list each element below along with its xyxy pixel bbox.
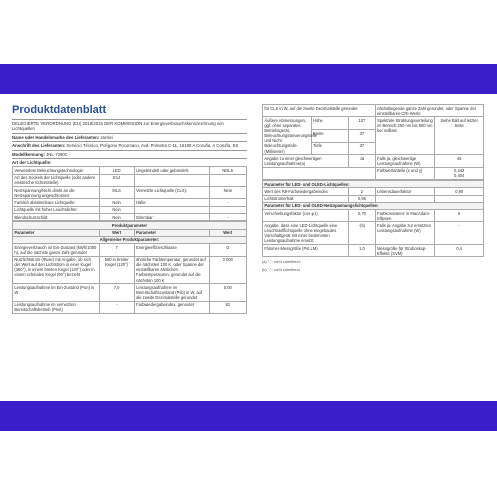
led-parameter-table [262,180,484,257]
dimension-table [262,104,484,180]
param-label-cell: Netzspannung/Nicht direkt an die Netzspannung angeschlossen: [13,187,100,199]
lightsource-row [13,187,247,199]
product-param-row [13,244,247,256]
top-color-band [0,64,497,94]
param-value-cell: Nein [99,206,134,213]
param-value-cell: 82 [209,301,246,313]
param-value-cell: 6 [435,210,484,222]
param-value-cell: -(b) [349,222,376,245]
address-line: Anschrift des Lieferanten: Servicio Técnico, Polígono Pocomaco, Avd. Primetra C-11, 15190 A Coruña, A Coruña, ES [12,141,247,149]
param-value-cell: 7 [99,244,134,256]
param-label-cell: Blendschutzschild: [13,214,100,221]
param-value-cell: 560 in breiter Kegel (120°) [99,256,134,284]
param-label-cell [134,174,209,186]
param-label-cell: Energieverbrauch im Ein-Zustand (kWh/1000 h), auf die nächste ganze Zahl gerundet [13,244,100,256]
param-label-cell: Flimmer-Messgröße (Pst LM) [263,245,349,257]
cls-power-label: für CLS in W, auf die zweite Dezimalstelle gerundet [263,105,376,117]
type-line: Art der Lichtquelle: [12,158,247,166]
lightsource-type-table [12,166,247,221]
param-value-cell: - [99,301,134,313]
param-label-cell: Ungebündelt oder gebündelt: [134,167,209,174]
param-value-cell: 0,00 [209,284,246,301]
param-label-cell: Farbkonsistenz in MacAdam-Ellipsen [375,210,435,222]
footnote-a: (a) "-": nicht zutreffend; [262,260,301,265]
param-label-cell: Farblich abstimmbare Lichtquelle: [13,199,100,206]
product-params-heading: Produktparameter [13,222,247,229]
param-label-cell: Lichtstromerhalt [263,195,349,202]
equivalent-power-value: Ja [349,155,376,167]
cri-range-label: nächstliegende ganze Zahl gerundet, oder Spanne der einstellbaren CRI-Werte [375,105,483,117]
lightsource-row [13,206,247,213]
param-label-cell: Angabe, dass eine LED-Lichtquelle eine Leuchtstofflichtquelle ohne eingebautes Vorschaltgerät mit einer bestimmten Leistungsaufnahme ersetzt. [263,222,349,245]
param-label-cell: Art des Sockels der Lichtquelle (oder andere elektrische Schnittstelle) [13,174,100,186]
param-value-cell: 0,70 [349,210,376,222]
dim-depth-value: 37 [349,142,376,155]
param-label-cell: Dimmbar: [134,214,209,221]
chromaticity-label: Farbwertanteile (x und y) [375,167,435,179]
spectral-value: Siehe Bild auf letzter Seite [435,117,484,155]
param-value-cell: 1,0 [349,245,376,257]
dim-height-value: 107 [349,117,376,130]
model-line: Modellkennung: JNL-7290C [12,150,247,158]
param-label-cell [375,195,435,202]
mains-param-row [263,245,484,257]
equivalent-watt-value: 45 [435,155,484,167]
led-param-row [263,195,484,202]
param-value-cell [209,174,246,186]
dim-width-value: 37 [349,129,376,142]
product-parameter-table [12,221,247,314]
param-value-cell: - [209,214,246,221]
param-label-cell: Farbwiedergabeindex, gerundet [134,301,209,313]
col-param-header: Parameter [134,229,209,236]
led-param-row [263,188,484,195]
mains-params-heading: Parameter für LED- und OLED-Netzspannungslichtquellen: [263,202,484,209]
param-value-cell [209,206,246,213]
param-value-cell: 3 000 [209,256,246,284]
param-label-cell: Hülle: [134,199,209,206]
param-value-cell: 0,4 [435,245,484,257]
param-value-cell: 0,95 [349,195,376,202]
dim-height-label: Höhe [311,117,349,130]
col-value-header: Wert [99,229,134,236]
param-label-cell: Verwendete Beleuchtungstechnologie: [13,167,100,174]
mains-param-row [263,210,484,222]
param-label-cell: Falls ja, Angabe zur ersetzten Leistungsaufnahme (W) [375,222,435,245]
param-label-cell: Lebensdauerfaktor [375,188,435,195]
lightsource-row [13,174,247,186]
dimensions-label: Äußere Abmessungen, ggf. ohne separates Betriebsgerät, Beleuchtungssteuerungsteile und Nicht-Beleuchtungsteile (Millimeter) [264,117,317,154]
param-value-cell: 2 [349,188,376,195]
product-param-row [13,256,247,284]
param-value-cell: - [209,199,246,206]
param-value-cell: Nein [209,187,246,199]
param-value-cell: LED [99,167,134,174]
param-label-cell [134,206,209,213]
supplier-line: Name oder Handelsmarke des Lieferanten: Jarslei [12,133,247,141]
param-label-cell: ähnliche Farbtemperatur, gerundet auf die nächsten 100 K, oder Spanne der einstellbaren ähnlichen Farbtemperaturen, gerundet auf die nächsten 100 K [134,256,209,284]
param-label-cell: Lichtquelle mit hoher Leuchtdichte: [13,206,100,213]
param-value-cell: 0,90 [435,188,484,195]
lightsource-row [13,199,247,206]
param-label-cell: Messgröße für Stroboskop-Effekte (SVM) [375,245,435,257]
product-param-row [13,301,247,313]
led-params-heading: Parameter für LED- und OLED-Lichtquellen: [263,180,484,187]
param-value-cell: 7,0 [99,284,134,301]
empty-cell [263,167,376,179]
param-value-cell: Nein [99,199,134,206]
page-title: Produktdatenblatt [12,104,107,116]
dim-width-label: Breite [311,129,349,142]
product-param-row [13,284,247,301]
general-params-heading: Allgemeine Produktparameter: [13,236,247,243]
param-value-cell: MLS [99,187,134,199]
param-label-cell: Vernetzte Lichtquelle (CLS): [134,187,209,199]
datasheet-page [0,94,497,401]
left-column [12,104,247,314]
param-label-cell: Wert des R9-Farbwiedergabeindex [263,188,349,195]
equivalent-watt-label: Falls ja, gleichwertige Leistungsaufnahme (W) [375,155,435,167]
param-value-cell: NDLS [209,167,246,174]
dim-depth-label: Tiefe [311,142,349,155]
regulation-text: DELEGIERTE VERORDNUNG (EU) 2019/2015 DER KOMMISSION zur Energieverbrauchskennzeichnung von Lichtquellen [12,119,247,133]
right-column [262,104,484,273]
param-value-cell: - [435,222,484,245]
param-label-cell: Leistungsaufnahme im Ein-Zustand (Pon) in W [13,284,100,301]
param-value-cell: E14 [99,174,134,186]
param-value-cell [435,195,484,202]
chromaticity-value: 0,442 0,404 [435,167,484,179]
spectral-label: Spektrale Strahlungsverteilung im Bereich 250 nm bis 800 nm bei Volllast [375,117,435,155]
lightsource-row [13,167,247,174]
mains-param-row [263,222,484,245]
param-label-cell: Nutzlichtstrom (Φuse) mit Angabe, ob sich der Wert auf den Lichtstrom in einer Kugel (360°), in einem breiten Kegel (120°) oder in einem schmalen Kegel (90°) bezieht [13,256,100,284]
param-value-cell: G [209,244,246,256]
param-label-cell: Energieeffizienzklasse [134,244,209,256]
bottom-color-band [0,401,497,431]
param-label-cell: Verschiebungsfaktor (cos φ1) [263,210,349,222]
col-value-header: Wert [209,229,246,236]
col-param-header: Parameter [13,229,100,236]
param-label-cell: Leistungsaufnahme im Bereitschaftszustand (Psb) in W, auf die zweite Dezimalstelle gerundet [134,284,209,301]
lightsource-row [13,214,247,221]
param-value-cell: Nein [99,214,134,221]
footnote-b: (b) "-": nicht zutreffend. [262,268,301,273]
equivalent-power-label: Angabe zu einer gleichwertigen Leistungsaufnahme(a) [263,155,349,167]
param-label-cell: Leistungsaufnahme im vernetzten Bereitschaftsbetrieb (Pnet) [13,301,100,313]
